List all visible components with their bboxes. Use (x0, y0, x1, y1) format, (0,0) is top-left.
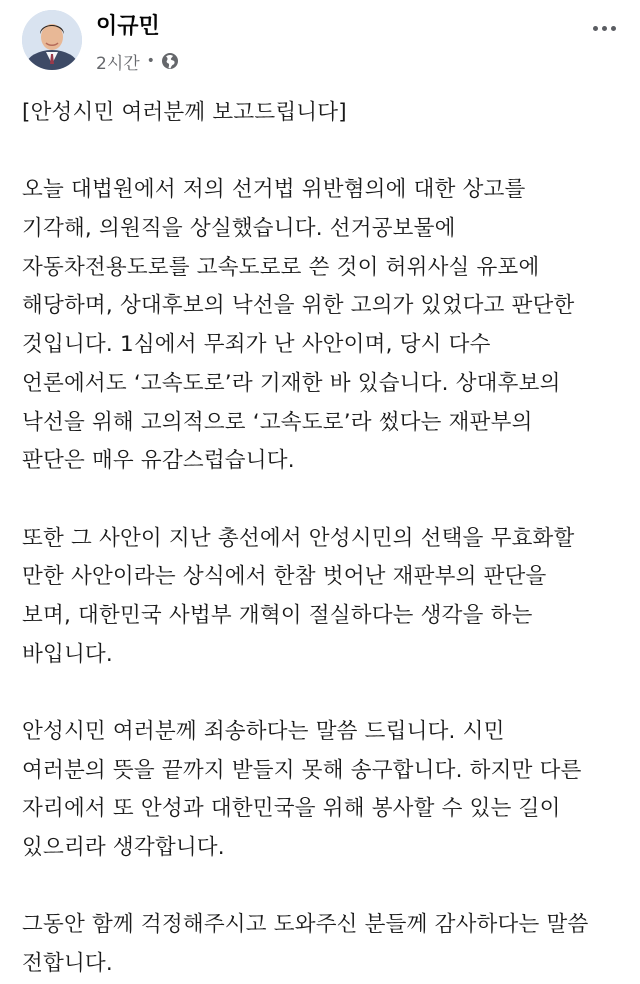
more-horizontal-icon (602, 26, 607, 31)
post-line: 보며, 대한민국 사법부 개혁이 절실하다는 생각을 하는 (22, 602, 533, 628)
post-line: 해당하며, 상대후보의 낙선을 위한 고의가 있었다고 판단한 (22, 293, 575, 319)
post-meta (96, 50, 179, 72)
post-line: 여러분의 뜻을 끝까지 받들지 못해 송구합니다. 하지만 다른 (22, 757, 582, 783)
more-horizontal-icon (593, 26, 598, 31)
meta-separator: • (146, 53, 155, 69)
post-line: 있으리라 생각합니다. (22, 835, 225, 861)
post-header (0, 0, 640, 84)
post-title: [안성시민 여러분께 보고드립니다] (22, 100, 347, 125)
more-options-button[interactable] (586, 18, 622, 38)
post-line: 또한 그 사안이 지난 총선에서 안성시민의 선택을 무효화할 (22, 525, 575, 551)
post-line: 만한 사안이라는 상식에서 한참 벗어난 재판부의 판단을 (22, 564, 547, 590)
author-name[interactable]: 이규민 (96, 14, 160, 39)
post-paragraph (22, 906, 628, 983)
globe-icon[interactable] (161, 52, 179, 70)
post-line: 것입니다. 1심에서 무죄가 난 사안이며, 당시 다수 (22, 332, 491, 358)
post-paragraph (22, 171, 628, 481)
paragraph-gap (22, 674, 628, 713)
post-line: 낙선을 위해 고의적으로 ‘고속도로’라 썼다는 재판부의 (22, 409, 533, 435)
profile-photo-icon (22, 10, 82, 70)
post-line: 안성시민 여러분께 죄송하다는 말씀 드립니다. 시민 (22, 719, 505, 744)
post-line: 바입니다. (22, 641, 113, 667)
post-line: 자동차전용도로를 고속도로로 쓴 것이 허위사실 유포에 (22, 254, 540, 280)
post-time[interactable]: 2시간 (96, 53, 140, 74)
post-line: 판단은 매우 유감스럽습니다. (22, 448, 295, 474)
post-line: 기각해, 의원직을 상실했습니다. 선거공보물에 (22, 216, 456, 242)
more-horizontal-icon (611, 26, 616, 31)
paragraph-gap (22, 133, 628, 172)
post-paragraph (22, 520, 628, 675)
post-line: 전합니다. (22, 951, 113, 977)
post-line: 언론에서도 ‘고속도로’라 기재한 바 있습니다. 상대후보의 (22, 370, 561, 396)
post-line: 오늘 대법원에서 저의 선거법 위반혐의에 대한 상고를 (22, 177, 526, 203)
post-body (22, 94, 628, 984)
post-paragraph (22, 713, 628, 868)
post-line: 그동안 함께 걱정해주시고 도와주신 분들께 감사하다는 말씀 (22, 912, 589, 938)
paragraph-gap (22, 481, 628, 520)
avatar[interactable] (22, 10, 82, 70)
post-line: 자리에서 또 안성과 대한민국을 위해 봉사할 수 있는 길이 (22, 796, 561, 822)
